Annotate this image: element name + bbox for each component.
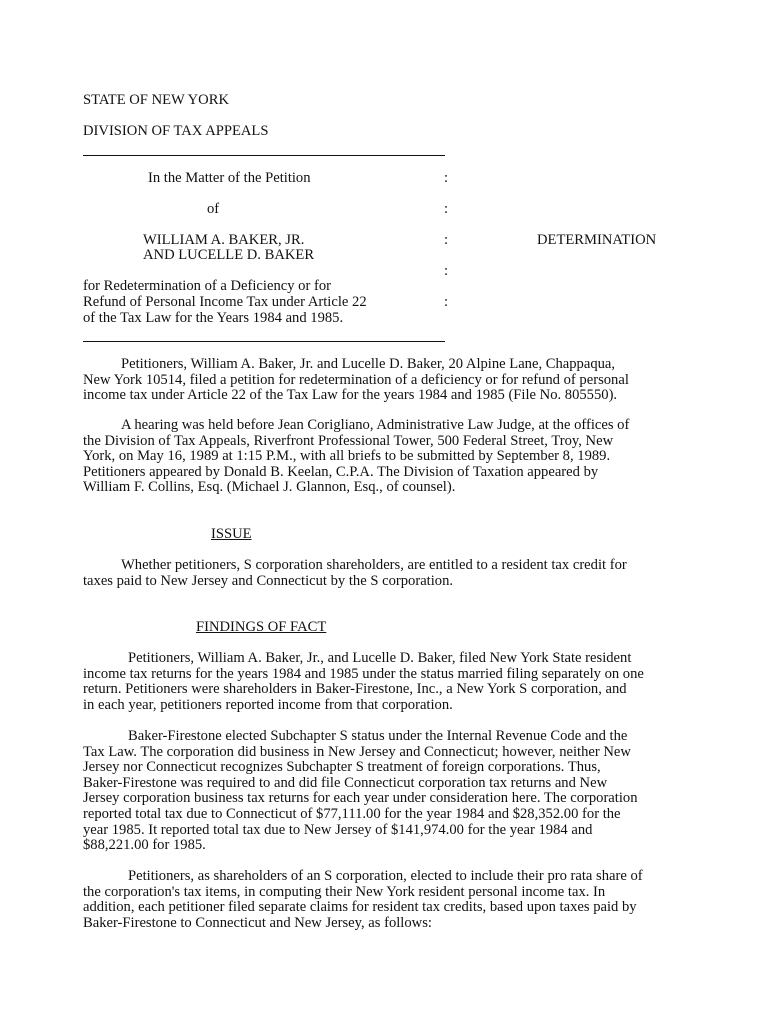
paragraph-line: return. Petitioners were shareholders in Baker-Firestone, Inc., a New York S corporation, and — [83, 681, 627, 698]
petitioner-name-2: AND LUCELLE D. BAKER — [143, 247, 315, 263]
paragraph-line: Baker-Firestone was required to and did file Connecticut corporation tax returns and New — [83, 774, 608, 791]
petition-paragraph — [83, 357, 665, 404]
matter-line: In the Matter of the Petition — [148, 170, 311, 186]
caption-top-rule — [83, 155, 445, 156]
finding-paragraph-1 — [83, 651, 665, 713]
caption-colon: : — [444, 201, 449, 217]
caption-colon: : — [444, 294, 449, 310]
paragraph-line: reported total tax due to Connecticut of $77,111.00 for the year 1984 and $28,352.00 for the — [83, 805, 621, 822]
paragraph-line: Baker-Firestone to Connecticut and New Jersey, as follows: — [83, 914, 432, 931]
paragraph-line: Petitioners appeared by Donald B. Keelan, C.P.A. The Division of Taxation appeared by — [83, 463, 599, 480]
paragraph-line: Jersey nor Connecticut recognizes Subchapter S treatment of foreign corporations. Thus, — [83, 759, 601, 776]
paragraph-line: income tax under Article 22 of the Tax Law for the years 1984 and 1985 (File No. 805550). — [83, 387, 618, 404]
issue-heading: ISSUE — [211, 526, 252, 542]
caption-colon: : — [444, 232, 449, 248]
paragraph-line: in each year, petitioners reported income from that corporation. — [83, 696, 453, 713]
state-heading: STATE OF NEW YORK — [83, 92, 229, 108]
finding-paragraph-3 — [83, 869, 665, 931]
paragraph-line: the corporation's tax items, in computing their New York resident personal income tax. In — [83, 883, 606, 900]
paragraph-line: A hearing was held before Jean Corigliano, Administrative Law Judge, at the offices of — [121, 417, 630, 433]
paragraph-line: York, on May 16, 1989 at 1:15 P.M., with all briefs to be submitted by September 8, 1989. — [83, 448, 611, 465]
finding-paragraph-2 — [83, 729, 665, 854]
paragraph-line: Petitioners, as shareholders of an S corporation, elected to include their pro rata share of — [128, 868, 643, 884]
paragraph-line: Jersey corporation business tax returns for each year under consideration here. The corporation — [83, 790, 638, 807]
hearing-paragraph — [83, 418, 665, 496]
paragraph-line: year 1985. It reported total tax due to New Jersey of $141,974.00 for the year 1984 and — [83, 821, 593, 838]
paragraph-line: Petitioners, William A. Baker, Jr., and Lucelle D. Baker, filed New York State resident — [128, 650, 632, 666]
paragraph-line: the Division of Tax Appeals, Riverfront Professional Tower, 500 Federal Street, Troy, New — [83, 432, 614, 449]
caption-bottom-rule — [83, 341, 445, 342]
paragraph-line: income tax returns for the years 1984 and 1985 under the status married filing separately on one — [83, 665, 644, 682]
caption-colon: : — [444, 263, 449, 279]
paragraph-line: addition, each petitioner filed separate claims for resident tax credits, based upon taxes paid by — [83, 899, 637, 916]
petitioner-name-1: WILLIAM A. BAKER, JR. — [143, 232, 305, 248]
paragraph-line: Petitioners, William A. Baker, Jr. and Lucelle D. Baker, 20 Alpine Lane, Chappaqua, — [121, 356, 616, 372]
paragraph-line: William F. Collins, Esq. (Michael J. Glannon, Esq., of counsel). — [83, 479, 456, 496]
paragraph-line: taxes paid to New Jersey and Connecticut by the S corporation. — [83, 572, 454, 589]
paragraph-line: New York 10514, filed a petition for redetermination of a deficiency or for refund of personal — [83, 371, 629, 388]
purpose-line-1: for Redetermination of a Deficiency or for — [83, 278, 331, 294]
paragraph-line: Tax Law. The corporation did business in New Jersey and Connecticut; however, neither New — [83, 743, 631, 760]
document-type: DETERMINATION — [537, 232, 657, 248]
paragraph-line: Baker-Firestone elected Subchapter S status under the Internal Revenue Code and the — [128, 728, 628, 744]
paragraph-line: $88,221.00 for 1985. — [83, 837, 206, 854]
division-heading: DIVISION OF TAX APPEALS — [83, 123, 269, 139]
findings-heading: FINDINGS OF FACT — [196, 619, 327, 635]
of-line: of — [207, 201, 220, 217]
purpose-line-2: Refund of Personal Income Tax under Article 22 — [83, 294, 367, 310]
paragraph-line: Whether petitioners, S corporation shareholders, are entitled to a resident tax credit for — [121, 557, 627, 573]
issue-paragraph — [83, 558, 665, 589]
purpose-line-3: of the Tax Law for the Years 1984 and 1985. — [83, 310, 344, 326]
caption-colon: : — [444, 170, 449, 186]
